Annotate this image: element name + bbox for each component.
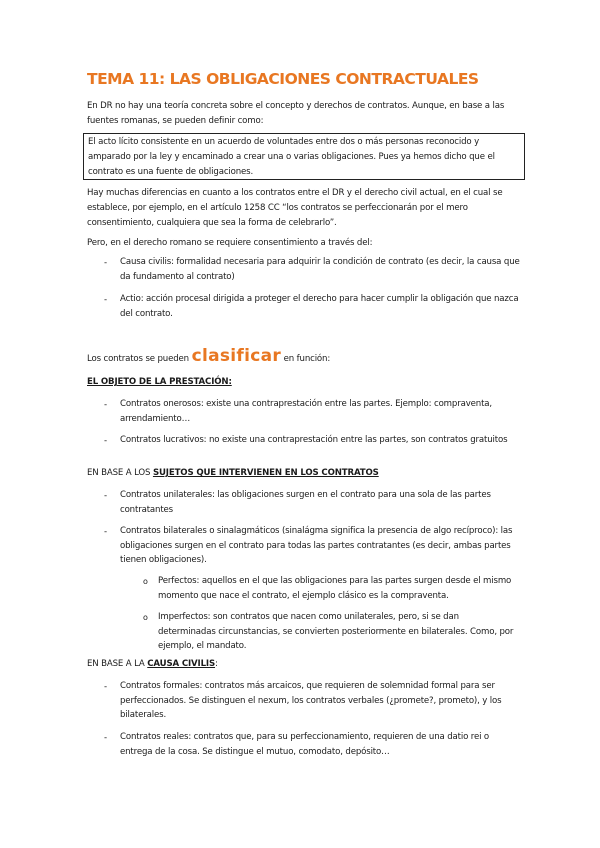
classify-before: Los contratos se pueden <box>87 354 189 364</box>
heading-causa-suffix: : <box>215 659 218 669</box>
bullet-dash: - <box>104 527 108 537</box>
subitem-imperfectos: Imperfectos: son contratos que nacen como unilaterales, pero, si se dan determinadas circunstancias, se convierten posteriormente en bilaterales. Como, por ejemplo, el mandato. <box>158 612 514 651</box>
differences-paragraph: Hay muchas diferencias en cuanto a los contratos entre el DR y el derecho civil actual, en el cual se establece, por ejemplo, en el artículo 1258 CC “los contratos se perfeccionarán por el mero consentimiento, cualquiera que sea la forma de celebrarlo”. <box>87 188 503 228</box>
bullet-dash: - <box>104 400 108 410</box>
section-heading-subjects <box>87 468 379 478</box>
bullet-dash: - <box>104 258 108 268</box>
bullet-dash: - <box>104 733 108 743</box>
item-unilaterales: Contratos unilaterales: las obligaciones surgen en el contrato para una sola de las partes contratantes <box>120 490 491 515</box>
item-bilaterales: Contratos bilaterales o sinalagmáticos (sinalágma significa la presencia de algo recíproco): las obligaciones surgen en el contrato para todas las partes contratantes (es decir, ambas partes tienen obligaciones). <box>120 526 513 565</box>
heading-object-text: EL OBJETO DE LA PRESTACIÓN: <box>87 377 232 387</box>
item-formales: Contratos formales: contratos más arcaicos, que requieren de solemnidad formal para ser perfeccionados. Se distinguen el nexum, los contratos verbales (¿promete?, prometo), y los bilaterales. <box>120 681 502 720</box>
intro-paragraph: En DR no hay una teoría concreta sobre el concepto y derechos de contratos. Aunque, en base a las fuentes romanas, se pueden definir como: <box>87 101 505 126</box>
section-heading-causa <box>87 659 218 669</box>
item-onerosos: Contratos onerosos: existe una contraprestación entre las partes. Ejemplo: compraventa, arrendamiento… <box>120 399 492 424</box>
heading-subjects-prefix: EN BASE A LOS <box>87 468 151 478</box>
classify-line <box>87 346 330 366</box>
heading-causa-bold: CAUSA CIVILIS <box>147 659 216 669</box>
roman-requirement-paragraph: Pero, en el derecho romano se requiere consentimiento a través del: <box>87 238 373 248</box>
definition-box: El acto lícito consistente en un acuerdo de voluntades entre dos o más personas reconocido y amparado por la ley y encaminado a crear una o varias obligaciones. Pues ya hemos dicho que el contrato es una fuente de obligaciones. <box>83 133 525 180</box>
classify-highlight: clasificar <box>191 346 282 366</box>
section-heading-object <box>87 377 232 387</box>
bullet-dash: - <box>104 436 108 446</box>
requirement-actio: Actio: acción procesal dirigida a proteger el derecho para hacer cumplir la obligación que nazca del contrato. <box>120 294 519 319</box>
bullet-dash: - <box>104 491 108 501</box>
bullet-dash: - <box>104 295 108 305</box>
heading-subjects-bold: SUJETOS QUE INTERVIENEN EN LOS CONTRATOS <box>152 468 379 478</box>
document-title: TEMA 11: LAS OBLIGACIONES CONTRACTUALES <box>87 70 479 88</box>
subitem-perfectos: Perfectos: aquellos en el que las obligaciones para las partes surgen desde el mismo momento que nace el contrato, el ejemplo clásico es la compraventa. <box>158 576 512 601</box>
requirement-causa-civilis: Causa civilis: formalidad necesaria para adquirir la condición de contrato (es decir, la causa que da fundamento al contrato) <box>120 257 520 282</box>
heading-causa-prefix: EN BASE A LA <box>87 659 145 669</box>
item-lucrativos: Contratos lucrativos: no existe una contraprestación entre las partes, son contratos gratuitos <box>120 435 508 445</box>
bullet-dash: - <box>104 682 108 692</box>
sub-bullet-circle: o <box>143 577 148 586</box>
sub-bullet-circle: o <box>143 613 148 622</box>
item-reales: Contratos reales: contratos que, para su perfeccionamiento, requieren de una datio rei o entrega de la cosa. Se distingue el mutuo, comodato, depósito… <box>120 732 490 757</box>
classify-after: en función: <box>283 354 331 364</box>
